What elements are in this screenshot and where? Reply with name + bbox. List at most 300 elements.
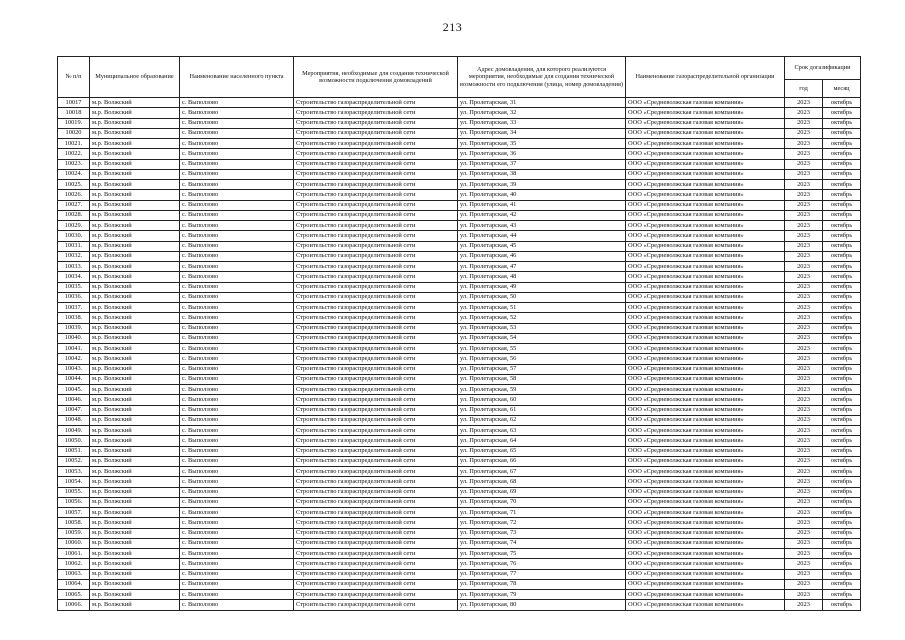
cell-municipality: м.р. Волжский	[90, 180, 180, 190]
table-row	[58, 149, 861, 159]
cell-measure: Строительство газораспределительной сети	[294, 139, 458, 149]
table-row	[58, 303, 861, 313]
cell-month: октябрь	[823, 436, 861, 446]
cell-gdo: ООО «Средневолжская газовая компания»	[626, 180, 785, 190]
cell-address: ул. Пролетарская, 42	[458, 210, 626, 220]
cell-municipality: м.р. Волжский	[90, 128, 180, 138]
table-row	[58, 210, 861, 220]
cell-gdo: ООО «Средневолжская газовая компания»	[626, 221, 785, 231]
cell-municipality: м.р. Волжский	[90, 231, 180, 241]
cell-measure: Строительство газораспределительной сети	[294, 508, 458, 518]
cell-year: 2023	[785, 272, 823, 282]
cell-measure: Строительство газораспределительной сети	[294, 456, 458, 466]
cell-locality: с. Выползово	[180, 303, 294, 313]
cell-municipality: м.р. Волжский	[90, 467, 180, 477]
cell-month: октябрь	[823, 579, 861, 589]
cell-measure: Строительство газораспределительной сети	[294, 118, 458, 128]
cell-address: ул. Пролетарская, 71	[458, 508, 626, 518]
cell-municipality: м.р. Волжский	[90, 364, 180, 374]
cell-gdo: ООО «Средневолжская газовая компания»	[626, 487, 785, 497]
cell-year: 2023	[785, 395, 823, 405]
cell-gdo: ООО «Средневолжская газовая компания»	[626, 477, 785, 487]
cell-gdo: ООО «Средневолжская газовая компания»	[626, 590, 785, 600]
cell-month: октябрь	[823, 303, 861, 313]
cell-year: 2023	[785, 262, 823, 272]
cell-measure: Строительство газораспределительной сети	[294, 292, 458, 302]
cell-year: 2023	[785, 108, 823, 118]
cell-num: 10063.	[58, 569, 90, 579]
cell-measure: Строительство газораспределительной сети	[294, 313, 458, 323]
cell-gdo: ООО «Средневолжская газовая компания»	[626, 528, 785, 538]
cell-locality: с. Выползово	[180, 200, 294, 210]
cell-address: ул. Пролетарская, 53	[458, 323, 626, 333]
cell-locality: с. Выползово	[180, 241, 294, 251]
cell-address: ул. Пролетарская, 38	[458, 169, 626, 179]
cell-locality: с. Выползово	[180, 149, 294, 159]
cell-gdo: ООО «Средневолжская газовая компания»	[626, 344, 785, 354]
cell-month: октябрь	[823, 251, 861, 261]
cell-year: 2023	[785, 200, 823, 210]
cell-address: ул. Пролетарская, 76	[458, 559, 626, 569]
cell-municipality: м.р. Волжский	[90, 241, 180, 251]
cell-locality: с. Выползово	[180, 600, 294, 610]
cell-municipality: м.р. Волжский	[90, 282, 180, 292]
cell-year: 2023	[785, 508, 823, 518]
table-row	[58, 200, 861, 210]
cell-num: 10023.	[58, 159, 90, 169]
cell-measure: Строительство газораспределительной сети	[294, 385, 458, 395]
cell-measure: Строительство газораспределительной сети	[294, 210, 458, 220]
cell-year: 2023	[785, 118, 823, 128]
cell-num: 10024.	[58, 169, 90, 179]
cell-measure: Строительство газораспределительной сети	[294, 149, 458, 159]
cell-address: ул. Пролетарская, 63	[458, 426, 626, 436]
cell-year: 2023	[785, 374, 823, 384]
table-row	[58, 190, 861, 200]
table-row	[58, 313, 861, 323]
cell-municipality: м.р. Волжский	[90, 436, 180, 446]
cell-year: 2023	[785, 98, 823, 108]
header-gdo: Наименование газораспределительной организации	[626, 57, 785, 98]
cell-locality: с. Выползово	[180, 354, 294, 364]
cell-measure: Строительство газораспределительной сети	[294, 128, 458, 138]
cell-num: 10065.	[58, 590, 90, 600]
table-row	[58, 128, 861, 138]
table-row	[58, 559, 861, 569]
cell-month: октябрь	[823, 292, 861, 302]
cell-municipality: м.р. Волжский	[90, 313, 180, 323]
cell-num: 10058.	[58, 518, 90, 528]
cell-month: октябрь	[823, 108, 861, 118]
cell-month: октябрь	[823, 200, 861, 210]
cell-gdo: ООО «Средневолжская газовая компания»	[626, 549, 785, 559]
cell-month: октябрь	[823, 354, 861, 364]
cell-address: ул. Пролетарская, 73	[458, 528, 626, 538]
cell-locality: с. Выползово	[180, 180, 294, 190]
cell-address: ул. Пролетарская, 51	[458, 303, 626, 313]
cell-address: ул. Пролетарская, 57	[458, 364, 626, 374]
cell-month: октябрь	[823, 600, 861, 610]
cell-year: 2023	[785, 405, 823, 415]
cell-month: октябрь	[823, 590, 861, 600]
table-row	[58, 374, 861, 384]
cell-gdo: ООО «Средневолжская газовая компания»	[626, 415, 785, 425]
cell-year: 2023	[785, 579, 823, 589]
cell-locality: с. Выползово	[180, 549, 294, 559]
cell-locality: с. Выползово	[180, 313, 294, 323]
cell-address: ул. Пролетарская, 68	[458, 477, 626, 487]
cell-gdo: ООО «Средневолжская газовая компания»	[626, 139, 785, 149]
cell-month: октябрь	[823, 559, 861, 569]
cell-month: октябрь	[823, 385, 861, 395]
cell-month: октябрь	[823, 333, 861, 343]
cell-locality: с. Выползово	[180, 456, 294, 466]
cell-year: 2023	[785, 323, 823, 333]
cell-locality: с. Выползово	[180, 262, 294, 272]
cell-gdo: ООО «Средневолжская газовая компания»	[626, 436, 785, 446]
cell-num: 10053.	[58, 467, 90, 477]
cell-locality: с. Выползово	[180, 590, 294, 600]
cell-measure: Строительство газораспределительной сети	[294, 477, 458, 487]
cell-gdo: ООО «Средневолжская газовая компания»	[626, 190, 785, 200]
cell-measure: Строительство газораспределительной сети	[294, 590, 458, 600]
cell-gdo: ООО «Средневолжская газовая компания»	[626, 108, 785, 118]
cell-num: 10044.	[58, 374, 90, 384]
cell-measure: Строительство газораспределительной сети	[294, 231, 458, 241]
cell-num: 10031.	[58, 241, 90, 251]
cell-num: 10049.	[58, 426, 90, 436]
cell-num: 10017	[58, 98, 90, 108]
cell-month: октябрь	[823, 528, 861, 538]
cell-month: октябрь	[823, 282, 861, 292]
cell-municipality: м.р. Волжский	[90, 456, 180, 466]
cell-gdo: ООО «Средневолжская газовая компания»	[626, 385, 785, 395]
cell-locality: с. Выползово	[180, 405, 294, 415]
table-row	[58, 426, 861, 436]
cell-month: октябрь	[823, 180, 861, 190]
cell-locality: с. Выползово	[180, 508, 294, 518]
cell-address: ул. Пролетарская, 74	[458, 538, 626, 548]
cell-month: октябрь	[823, 569, 861, 579]
cell-measure: Строительство газораспределительной сети	[294, 415, 458, 425]
cell-gdo: ООО «Средневолжская газовая компания»	[626, 446, 785, 456]
table-row	[58, 344, 861, 354]
cell-measure: Строительство газораспределительной сети	[294, 354, 458, 364]
table-row	[58, 159, 861, 169]
cell-num: 10047.	[58, 405, 90, 415]
cell-address: ул. Пролетарская, 69	[458, 487, 626, 497]
cell-month: октябрь	[823, 467, 861, 477]
cell-municipality: м.р. Волжский	[90, 415, 180, 425]
cell-address: ул. Пролетарская, 67	[458, 467, 626, 477]
cell-num: 10030.	[58, 231, 90, 241]
table-row	[58, 108, 861, 118]
cell-month: октябрь	[823, 323, 861, 333]
cell-municipality: м.р. Волжский	[90, 528, 180, 538]
cell-address: ул. Пролетарская, 50	[458, 292, 626, 302]
cell-municipality: м.р. Волжский	[90, 600, 180, 610]
cell-municipality: м.р. Волжский	[90, 210, 180, 220]
cell-locality: с. Выползово	[180, 159, 294, 169]
cell-locality: с. Выползово	[180, 446, 294, 456]
cell-measure: Строительство газораспределительной сети	[294, 282, 458, 292]
cell-municipality: м.р. Волжский	[90, 590, 180, 600]
cell-year: 2023	[785, 139, 823, 149]
cell-address: ул. Пролетарская, 62	[458, 415, 626, 425]
cell-locality: с. Выползово	[180, 467, 294, 477]
cell-gdo: ООО «Средневолжская газовая компания»	[626, 364, 785, 374]
cell-address: ул. Пролетарская, 47	[458, 262, 626, 272]
table-row	[58, 282, 861, 292]
cell-month: октябрь	[823, 405, 861, 415]
cell-month: октябрь	[823, 364, 861, 374]
cell-year: 2023	[785, 149, 823, 159]
cell-month: октябрь	[823, 159, 861, 169]
cell-measure: Строительство газораспределительной сети	[294, 364, 458, 374]
cell-num: 10051.	[58, 446, 90, 456]
cell-locality: с. Выползово	[180, 374, 294, 384]
cell-locality: с. Выползово	[180, 559, 294, 569]
table-row	[58, 477, 861, 487]
cell-address: ул. Пролетарская, 79	[458, 590, 626, 600]
table-row	[58, 579, 861, 589]
cell-gdo: ООО «Средневолжская газовая компания»	[626, 569, 785, 579]
cell-month: октябрь	[823, 118, 861, 128]
table-row	[58, 333, 861, 343]
cell-locality: с. Выползово	[180, 497, 294, 507]
cell-num: 10062.	[58, 559, 90, 569]
cell-num: 10061.	[58, 549, 90, 559]
cell-year: 2023	[785, 456, 823, 466]
cell-num: 10064.	[58, 579, 90, 589]
cell-year: 2023	[785, 436, 823, 446]
header-year: год	[785, 80, 823, 98]
cell-locality: с. Выползово	[180, 528, 294, 538]
table-row	[58, 600, 861, 610]
cell-municipality: м.р. Волжский	[90, 149, 180, 159]
cell-measure: Строительство газораспределительной сети	[294, 518, 458, 528]
cell-gdo: ООО «Средневолжская газовая компания»	[626, 169, 785, 179]
cell-address: ул. Пролетарская, 66	[458, 456, 626, 466]
cell-address: ул. Пролетарская, 43	[458, 221, 626, 231]
cell-address: ул. Пролетарская, 59	[458, 385, 626, 395]
table-row	[58, 118, 861, 128]
cell-municipality: м.р. Волжский	[90, 169, 180, 179]
cell-year: 2023	[785, 497, 823, 507]
cell-municipality: м.р. Волжский	[90, 569, 180, 579]
cell-month: октябрь	[823, 190, 861, 200]
table-row	[58, 180, 861, 190]
cell-measure: Строительство газораспределительной сети	[294, 190, 458, 200]
cell-year: 2023	[785, 231, 823, 241]
cell-municipality: м.р. Волжский	[90, 159, 180, 169]
cell-year: 2023	[785, 282, 823, 292]
cell-measure: Строительство газораспределительной сети	[294, 528, 458, 538]
cell-locality: с. Выползово	[180, 108, 294, 118]
cell-year: 2023	[785, 354, 823, 364]
cell-gdo: ООО «Средневолжская газовая компания»	[626, 456, 785, 466]
cell-year: 2023	[785, 528, 823, 538]
cell-municipality: м.р. Волжский	[90, 354, 180, 364]
cell-measure: Строительство газораспределительной сети	[294, 405, 458, 415]
table-row	[58, 395, 861, 405]
table-row	[58, 98, 861, 108]
cell-gdo: ООО «Средневолжская газовая компания»	[626, 374, 785, 384]
cell-month: октябрь	[823, 139, 861, 149]
table-row	[58, 538, 861, 548]
cell-measure: Строительство газораспределительной сети	[294, 549, 458, 559]
cell-address: ул. Пролетарская, 49	[458, 282, 626, 292]
cell-num: 10034.	[58, 272, 90, 282]
cell-municipality: м.р. Волжский	[90, 262, 180, 272]
cell-locality: с. Выползово	[180, 426, 294, 436]
cell-gdo: ООО «Средневолжская газовая компания»	[626, 231, 785, 241]
cell-num: 10021.	[58, 139, 90, 149]
cell-year: 2023	[785, 313, 823, 323]
cell-gdo: ООО «Средневолжская газовая компания»	[626, 149, 785, 159]
cell-gdo: ООО «Средневолжская газовая компания»	[626, 426, 785, 436]
cell-gdo: ООО «Средневолжская газовая компания»	[626, 467, 785, 477]
cell-locality: с. Выползово	[180, 251, 294, 261]
cell-month: октябрь	[823, 128, 861, 138]
cell-year: 2023	[785, 467, 823, 477]
cell-num: 10032.	[58, 251, 90, 261]
cell-municipality: м.р. Волжский	[90, 446, 180, 456]
table-row	[58, 251, 861, 261]
cell-measure: Строительство газораспределительной сети	[294, 262, 458, 272]
cell-gdo: ООО «Средневолжская газовая компания»	[626, 200, 785, 210]
cell-gdo: ООО «Средневолжская газовая компания»	[626, 262, 785, 272]
table-row	[58, 323, 861, 333]
cell-gdo: ООО «Средневолжская газовая компания»	[626, 159, 785, 169]
cell-municipality: м.р. Волжский	[90, 292, 180, 302]
cell-gdo: ООО «Средневолжская газовая компания»	[626, 395, 785, 405]
cell-address: ул. Пролетарская, 48	[458, 272, 626, 282]
header-locality: Наименование населенного пункта	[180, 57, 294, 98]
cell-month: октябрь	[823, 446, 861, 456]
cell-locality: с. Выползово	[180, 169, 294, 179]
table-row	[58, 139, 861, 149]
cell-address: ул. Пролетарская, 55	[458, 344, 626, 354]
cell-measure: Строительство газораспределительной сети	[294, 200, 458, 210]
cell-locality: с. Выползово	[180, 436, 294, 446]
cell-measure: Строительство газораспределительной сети	[294, 569, 458, 579]
cell-locality: с. Выползово	[180, 487, 294, 497]
cell-year: 2023	[785, 600, 823, 610]
cell-measure: Строительство газораспределительной сети	[294, 487, 458, 497]
cell-month: октябрь	[823, 169, 861, 179]
cell-locality: с. Выползово	[180, 231, 294, 241]
header-measures: Мероприятия, необходимые для создания технической возможности подключения домовладений	[294, 57, 458, 98]
table-row	[58, 518, 861, 528]
cell-measure: Строительство газораспределительной сети	[294, 426, 458, 436]
cell-month: октябрь	[823, 508, 861, 518]
cell-year: 2023	[785, 426, 823, 436]
table-row	[58, 549, 861, 559]
cell-address: ул. Пролетарская, 45	[458, 241, 626, 251]
cell-measure: Строительство газораспределительной сети	[294, 436, 458, 446]
cell-locality: с. Выползово	[180, 333, 294, 343]
cell-month: октябрь	[823, 262, 861, 272]
cell-locality: с. Выползово	[180, 128, 294, 138]
cell-address: ул. Пролетарская, 60	[458, 395, 626, 405]
cell-municipality: м.р. Волжский	[90, 108, 180, 118]
cell-month: октябрь	[823, 210, 861, 220]
cell-locality: с. Выползово	[180, 210, 294, 220]
cell-address: ул. Пролетарская, 54	[458, 333, 626, 343]
cell-municipality: м.р. Волжский	[90, 426, 180, 436]
cell-month: октябрь	[823, 241, 861, 251]
cell-measure: Строительство газораспределительной сети	[294, 303, 458, 313]
cell-year: 2023	[785, 590, 823, 600]
cell-municipality: м.р. Волжский	[90, 333, 180, 343]
table-row	[58, 231, 861, 241]
cell-month: октябрь	[823, 313, 861, 323]
cell-address: ул. Пролетарская, 75	[458, 549, 626, 559]
cell-municipality: м.р. Волжский	[90, 508, 180, 518]
cell-measure: Строительство газораспределительной сети	[294, 559, 458, 569]
cell-month: октябрь	[823, 415, 861, 425]
cell-municipality: м.р. Волжский	[90, 221, 180, 231]
cell-measure: Строительство газораспределительной сети	[294, 323, 458, 333]
cell-num: 10026.	[58, 190, 90, 200]
cell-locality: с. Выползово	[180, 579, 294, 589]
cell-num: 10042.	[58, 354, 90, 364]
cell-num: 10059.	[58, 528, 90, 538]
cell-measure: Строительство газораспределительной сети	[294, 272, 458, 282]
table-row	[58, 446, 861, 456]
cell-municipality: м.р. Волжский	[90, 538, 180, 548]
cell-measure: Строительство газораспределительной сети	[294, 497, 458, 507]
cell-gdo: ООО «Средневолжская газовая компания»	[626, 303, 785, 313]
cell-municipality: м.р. Волжский	[90, 98, 180, 108]
cell-year: 2023	[785, 190, 823, 200]
cell-locality: с. Выползово	[180, 395, 294, 405]
cell-gdo: ООО «Средневолжская газовая компания»	[626, 538, 785, 548]
cell-month: октябрь	[823, 456, 861, 466]
cell-gdo: ООО «Средневолжская газовая компания»	[626, 272, 785, 282]
cell-gdo: ООО «Средневолжская газовая компания»	[626, 251, 785, 261]
cell-municipality: м.р. Волжский	[90, 118, 180, 128]
header-address: Адрес домовладения, для которого реализуются мероприятия, необходимые для создания технической возможности его подключения (улица, номер домовладения)	[458, 57, 626, 98]
cell-num: 10040.	[58, 333, 90, 343]
cell-locality: с. Выползово	[180, 282, 294, 292]
cell-year: 2023	[785, 159, 823, 169]
cell-num: 10054.	[58, 477, 90, 487]
cell-gdo: ООО «Средневолжская газовая компания»	[626, 323, 785, 333]
cell-num: 10055.	[58, 487, 90, 497]
cell-year: 2023	[785, 180, 823, 190]
header-term: Срок догазификации	[785, 57, 861, 80]
cell-year: 2023	[785, 292, 823, 302]
cell-num: 10057.	[58, 508, 90, 518]
cell-gdo: ООО «Средневолжская газовая компания»	[626, 210, 785, 220]
cell-month: октябрь	[823, 477, 861, 487]
cell-measure: Строительство газораспределительной сети	[294, 333, 458, 343]
cell-municipality: м.р. Волжский	[90, 497, 180, 507]
cell-year: 2023	[785, 415, 823, 425]
cell-num: 10033.	[58, 262, 90, 272]
cell-gdo: ООО «Средневолжская газовая компания»	[626, 292, 785, 302]
cell-month: октябрь	[823, 538, 861, 548]
cell-gdo: ООО «Средневолжская газовая компания»	[626, 497, 785, 507]
cell-municipality: м.р. Волжский	[90, 395, 180, 405]
cell-measure: Строительство газораспределительной сети	[294, 108, 458, 118]
cell-gdo: ООО «Средневолжская газовая компания»	[626, 241, 785, 251]
cell-address: ул. Пролетарская, 40	[458, 190, 626, 200]
cell-municipality: м.р. Волжский	[90, 200, 180, 210]
cell-address: ул. Пролетарская, 37	[458, 159, 626, 169]
